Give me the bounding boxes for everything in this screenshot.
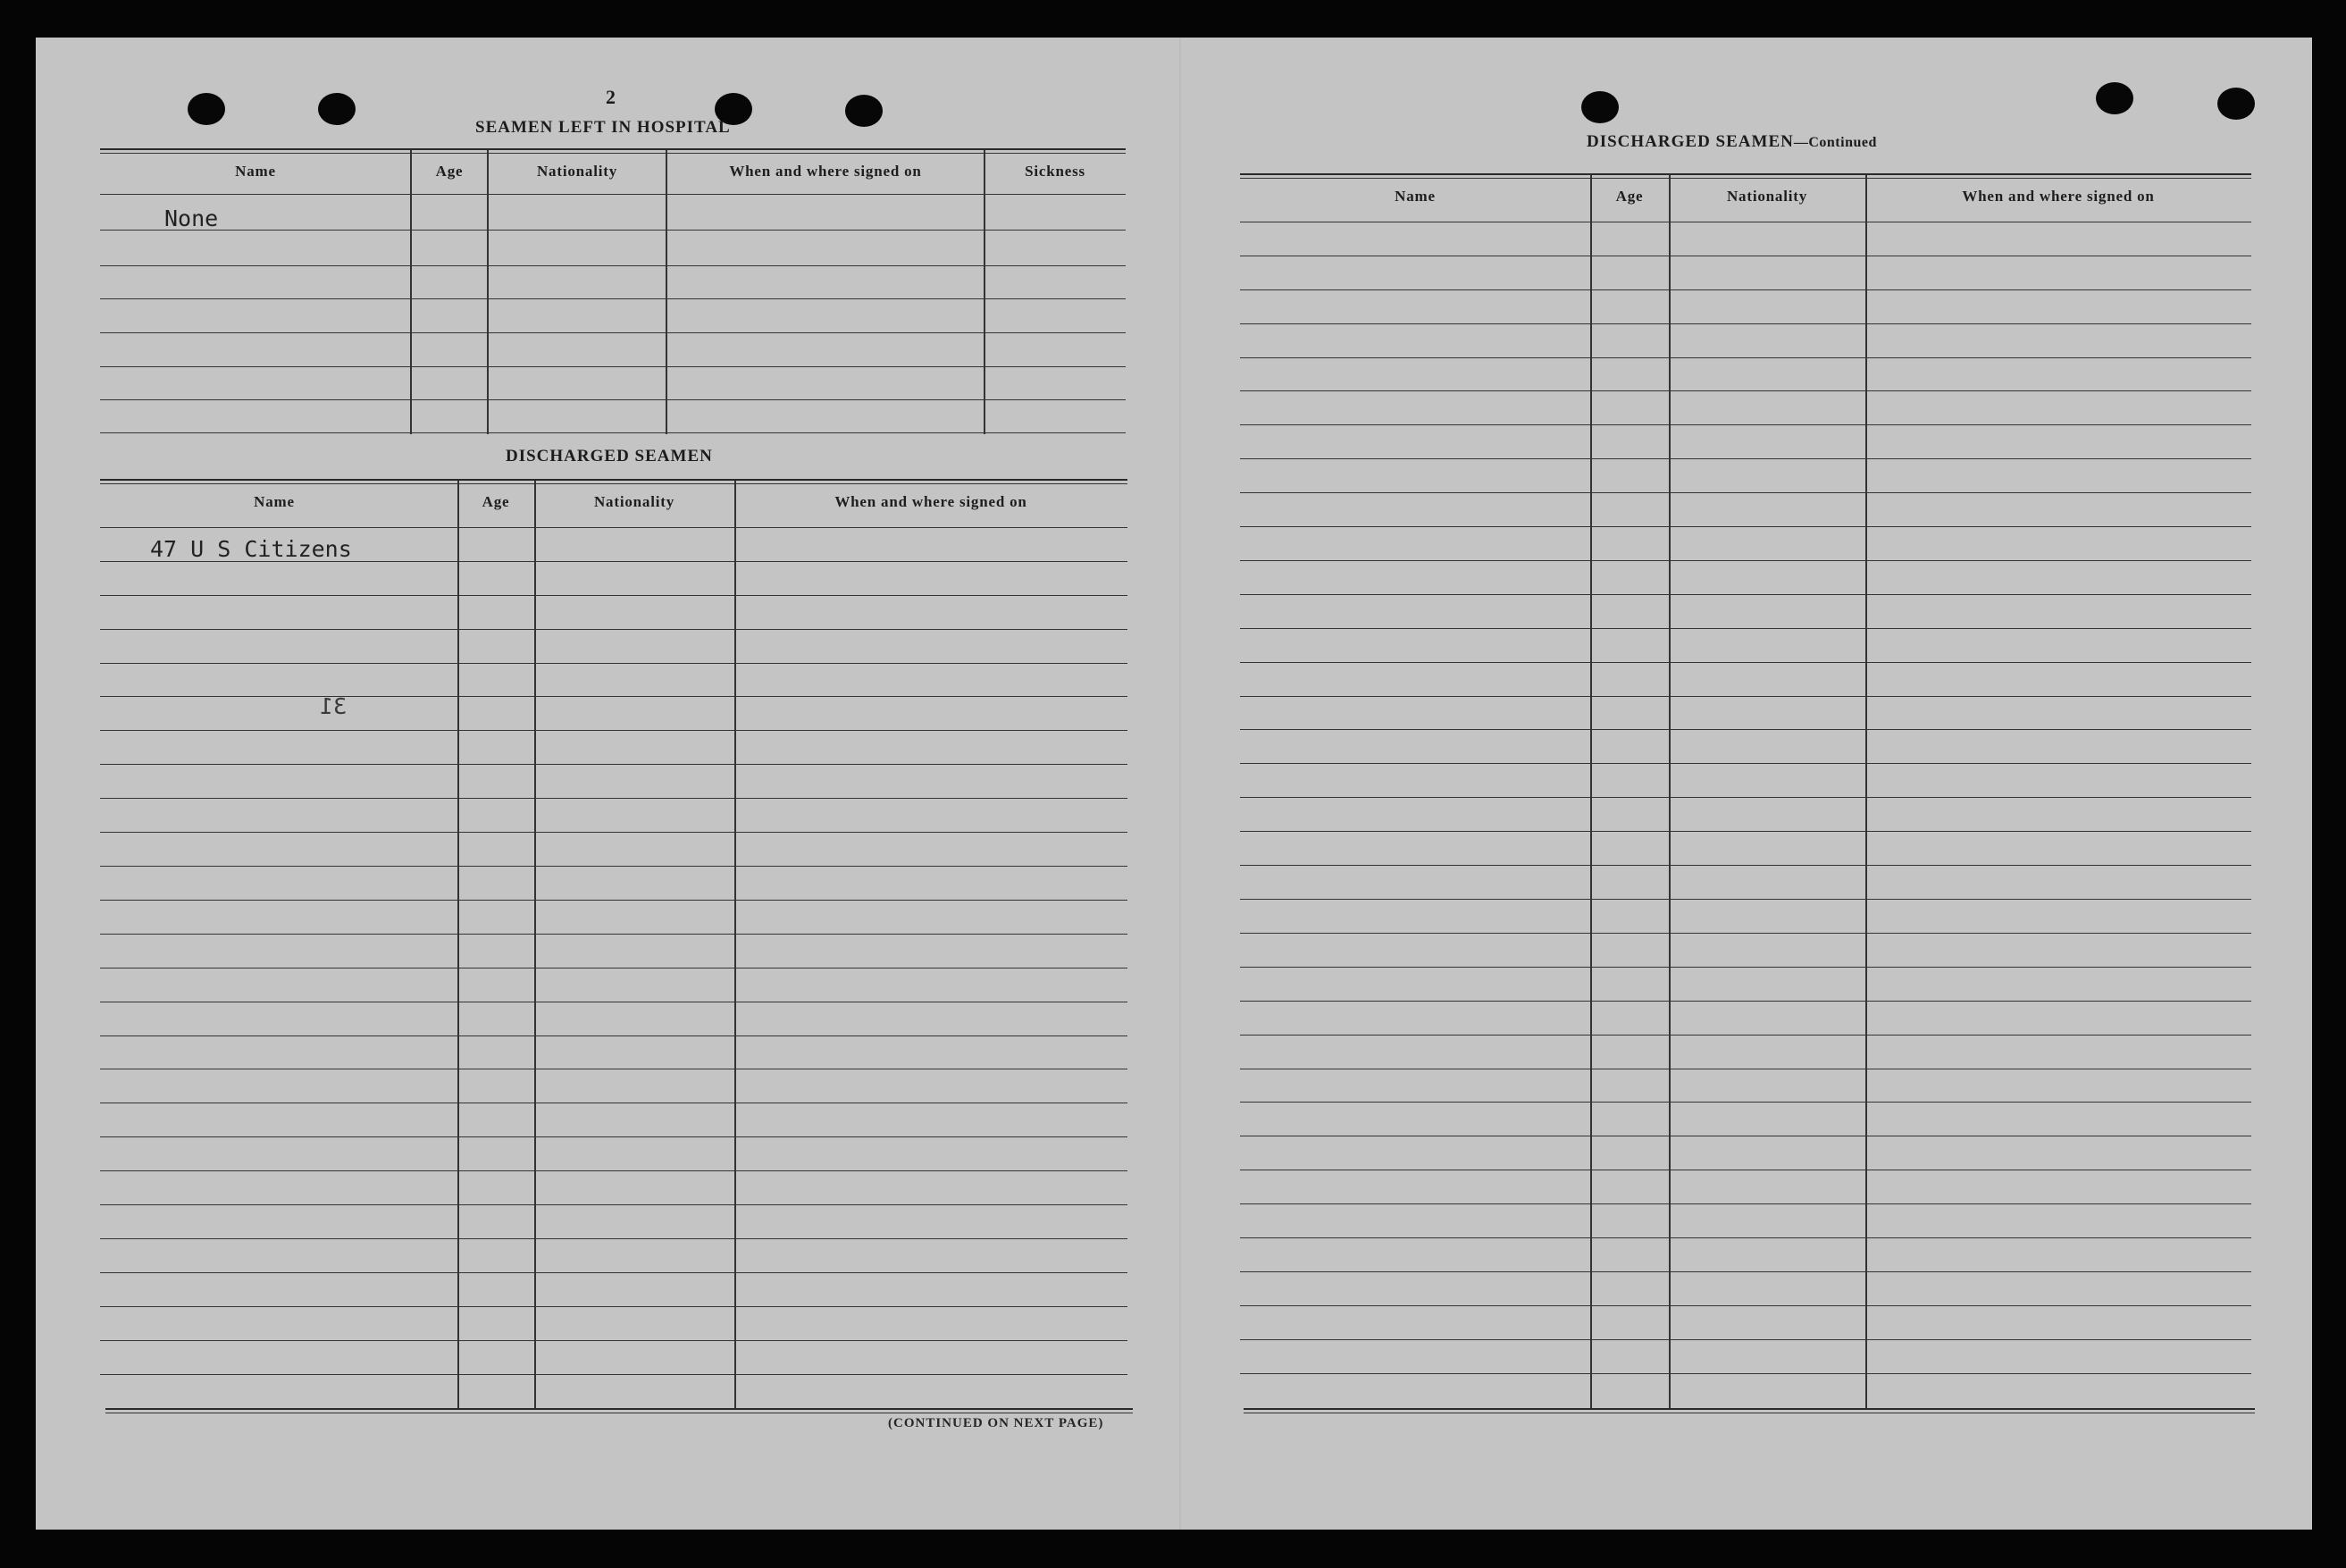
continued-col-nationality: Nationality [1726, 188, 1808, 205]
discharged-col-signed-on: When and where signed on [834, 493, 1027, 510]
table-row-line [1240, 763, 2251, 764]
table-row-line [100, 1374, 1127, 1375]
bleed-through-mark: 31 [320, 693, 348, 719]
hospital-col-age: Age [435, 163, 464, 180]
table-row-line [1240, 560, 2251, 561]
table-row-line [1240, 1339, 2251, 1340]
table-row-line [1240, 967, 2251, 968]
table-row-line [1240, 289, 2251, 290]
table-row-line [1240, 696, 2251, 697]
punch-hole [188, 93, 225, 125]
table-row-line [100, 595, 1127, 596]
punch-hole [845, 95, 883, 127]
continued-col-name: Name [1395, 188, 1436, 205]
table-row-line [100, 1204, 1127, 1205]
continued-section-title [1587, 132, 1877, 152]
table-row-line [1240, 1237, 2251, 1238]
table-row-line [1240, 1035, 2251, 1036]
table-row-line [1240, 526, 2251, 527]
table-row-line [1240, 865, 2251, 866]
discharged-col-nationality: Nationality [593, 493, 675, 510]
punch-hole [2217, 88, 2255, 120]
table-row-line [100, 663, 1127, 664]
table-row-line [100, 934, 1127, 935]
continued-col-age: Age [1615, 188, 1644, 205]
table-row-line [1240, 492, 2251, 493]
hospital-col-signed-on: When and where signed on [729, 163, 922, 180]
table-row-line [1240, 594, 2251, 595]
table-row-line [1240, 458, 2251, 459]
table-row-line [100, 798, 1127, 799]
table-row-line [1240, 933, 2251, 934]
discharged-col-name: Name [254, 493, 295, 510]
table-row-line [1240, 662, 2251, 663]
discharged-entry-name: 47 U S Citizens [150, 536, 352, 562]
discharged-section-title: DISCHARGED SEAMEN [506, 447, 713, 465]
page-number: 2 [606, 86, 616, 108]
table-row-line [100, 1136, 1127, 1137]
hospital-col-nationality: Nationality [536, 163, 618, 180]
table-row-line [1240, 628, 2251, 629]
page-fold [1179, 38, 1181, 1530]
table-row-line [1240, 729, 2251, 730]
table-row-line [1240, 1305, 2251, 1306]
table-row-line [100, 527, 1127, 528]
continued-col-signed-on: When and where signed on [1962, 188, 2155, 205]
table-row-line [100, 629, 1127, 630]
table-row-line [1240, 357, 2251, 358]
continued-footer: (CONTINUED ON NEXT PAGE) [888, 1416, 1104, 1430]
table-row-line [1240, 899, 2251, 900]
table-row-line [100, 1272, 1127, 1273]
table-row-line [1240, 1203, 2251, 1204]
table-row-line [100, 900, 1127, 901]
table-row-line [1240, 797, 2251, 798]
hospital-col-sickness: Sickness [1025, 163, 1085, 180]
punch-hole [1581, 91, 1619, 123]
continued-title-main: DISCHARGED SEAMEN [1587, 132, 1794, 151]
table-row-line [100, 1170, 1127, 1171]
discharged-col-age: Age [482, 493, 510, 510]
table-row-line [100, 764, 1127, 765]
punch-hole [318, 93, 356, 125]
table-row-line [1240, 1373, 2251, 1374]
table-row-line [100, 1238, 1127, 1239]
table-row-line [1240, 1001, 2251, 1002]
continued-title-suffix: —Continued [1793, 135, 1877, 150]
hospital-section-title: SEAMEN LEFT IN HOSPITAL [475, 118, 731, 137]
table-row-line [1240, 1102, 2251, 1103]
punch-hole [2096, 82, 2133, 114]
table-row-line [1240, 390, 2251, 391]
table-row-line [100, 832, 1127, 833]
hospital-col-name: Name [235, 163, 276, 180]
table-row-line [1240, 1271, 2251, 1272]
hospital-entry-name: None [164, 205, 219, 231]
table-row-line [100, 696, 1127, 697]
table-row-line [100, 866, 1127, 867]
table-row-line [100, 1340, 1127, 1341]
table-row-line [1240, 424, 2251, 425]
table-row-line [1240, 831, 2251, 832]
table-row-line [100, 1306, 1127, 1307]
table-row-line [100, 730, 1127, 731]
table-row-line [1240, 323, 2251, 324]
